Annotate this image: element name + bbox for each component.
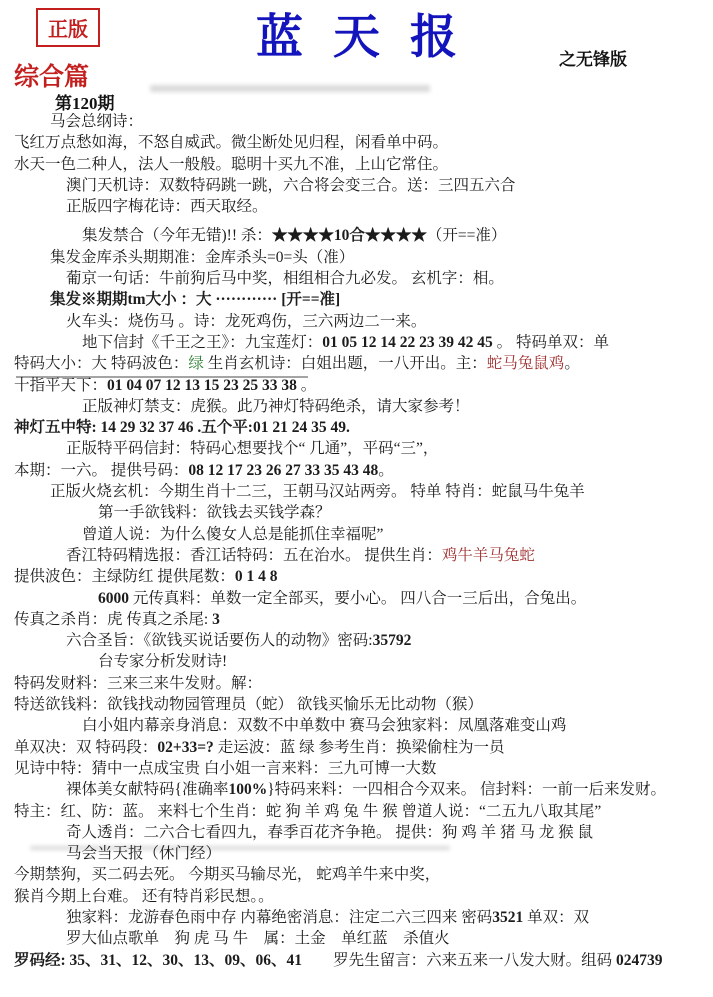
- edition-label: 之无锋版: [559, 50, 627, 69]
- text-segment: 6000: [98, 589, 129, 607]
- doc-line: [0, 694, 713, 715]
- text-segment: 罗码经:: [14, 951, 70, 969]
- section-heading: 综合篇: [14, 64, 90, 91]
- text-segment: 猴肖今期上台难。 还有特肖彩民想。。: [14, 887, 274, 905]
- doc-line: [0, 758, 713, 779]
- text-segment: 。: [564, 355, 580, 373]
- doc-line: [0, 609, 713, 630]
- text-segment: 曾道人说：为什么傻女人总是能抓住幸福呢”: [82, 525, 384, 543]
- text-segment: 集发金库杀头期期准：金库杀头=0=头（准）: [50, 248, 355, 266]
- text-segment: 飞红万点愁如海，不怒自威武。微尘断处见归程，闲看单中码。: [14, 134, 449, 152]
- text-segment: 100%: [228, 781, 268, 799]
- doc-line: [0, 545, 713, 566]
- doc-line: [0, 801, 713, 822]
- text-segment: 本期：一六。 提供号码：: [14, 461, 189, 479]
- text-segment: 香江特码精选报：香江话特码：五在治水。 提供生肖：: [66, 546, 442, 564]
- text-segment: 绿: [188, 355, 204, 373]
- doc-line: [0, 353, 713, 374]
- doc-line: [0, 737, 713, 758]
- doc-line: [0, 864, 713, 885]
- text-segment: 奇人透肖：二六合七看四九，春季百花齐争艳。 提供：狗 鸡 羊 猪 马 龙 猴 鼠: [66, 823, 594, 841]
- doc-line: [0, 524, 713, 545]
- authentic-badge: 正版: [36, 8, 100, 47]
- text-segment: 01 05 12 14 22 23 39 42 45: [322, 333, 493, 351]
- doc-line: [0, 566, 713, 587]
- doc-line: [0, 375, 713, 396]
- text-segment: 正版四字梅花诗：西天取经。: [66, 198, 268, 216]
- page-title: 蓝天报: [256, 12, 487, 64]
- text-segment: 第一手欲钱料：欲钱去买钱学森？: [98, 504, 331, 522]
- doc-line: [0, 779, 713, 800]
- text-segment: 特送欲钱料：欲钱找动物园管理员（蛇） 欲钱买愉乐无比动物（猴）: [14, 696, 483, 714]
- doc-line: [0, 175, 713, 196]
- doc-line: [0, 822, 713, 843]
- text-segment: 。 特码单双：单: [492, 333, 610, 351]
- text-segment: 3521: [492, 908, 524, 926]
- doc-line: [0, 225, 713, 246]
- text-segment: 十指平天下：: [14, 376, 108, 394]
- text-segment: ★★★★10合★★★★: [271, 227, 427, 245]
- doc-line: [0, 950, 713, 971]
- text-segment: 见诗中特：猜中一点成宝贵 白小姐一言来料：三九可博一大数: [14, 759, 437, 777]
- text-segment: 澳门天机诗：双数特码跳一跳，六合将会变三合。送：三四五六合: [66, 176, 516, 194]
- text-segment: 单双决：双 特码段：: [14, 738, 158, 756]
- text-segment: 生肖玄机诗：白姐出题，一八开出。主：: [203, 355, 487, 373]
- text-segment: 台专家分析发财诗!: [98, 653, 228, 671]
- text-segment: 35、31、12、30、13、09、06、41: [69, 951, 303, 969]
- issue-number: 第120期: [55, 94, 115, 113]
- doc-line: [0, 154, 713, 175]
- doc-line: [0, 417, 713, 438]
- text-segment: 地下信封《千王之王》：九宝莲灯：: [82, 333, 323, 351]
- doc-line: [0, 843, 713, 864]
- text-segment: 特码发财料：三来三来牛发财。解：: [14, 674, 263, 692]
- text-segment: 3: [212, 610, 220, 628]
- scan-artifact: [150, 85, 430, 92]
- text-segment: 02+33=?: [157, 738, 214, 756]
- doc-line: [0, 111, 713, 132]
- text-segment: 35792: [372, 632, 412, 650]
- text-segment: 罗先生留言：六来五来一八发大财。组码: [302, 951, 616, 969]
- text-segment: 0 1 4 8: [234, 568, 278, 586]
- text-segment: 鸡牛羊马兔蛇: [441, 546, 535, 564]
- text-segment: 罗大仙点歌单 狗 虎 马 牛 属：土金 单红蓝 杀值火: [66, 930, 450, 948]
- doc-line: [0, 196, 713, 217]
- doc-line: [0, 715, 713, 736]
- doc-line: [0, 928, 713, 949]
- text-segment: 正版神灯禁支：虎猴。此乃神灯特码绝杀，请大家参考！: [82, 397, 470, 415]
- text-segment: 01 04 07 12 13 15 23 25 33 38: [107, 376, 297, 394]
- text-segment: 。: [378, 461, 394, 479]
- doc-line: [0, 907, 713, 928]
- text-segment: }特码来料：一四相合今双来。 信封料：一前一后来发财。: [267, 781, 667, 799]
- text-segment: 元传真料：单数一定全部买，要小心。 四八合一三后出，合兔出。: [129, 589, 587, 607]
- text-segment: 裸体美女献特码{准确率: [66, 781, 229, 799]
- doc-line: [0, 651, 713, 672]
- text-segment: 马会当天报（休门经）: [66, 845, 222, 863]
- text-segment: 。: [296, 376, 317, 394]
- text-segment: 提供波色：主绿防红 提供尾数：: [14, 568, 235, 586]
- doc-line: [0, 332, 713, 353]
- text-segment: 集发※期期tm大小 ：大 ············ [开==准]: [50, 291, 341, 309]
- text-segment: 蛇马兔鼠鸡: [486, 355, 565, 373]
- doc-line: [0, 886, 713, 907]
- text-segment: 单双：双: [523, 908, 590, 926]
- doc-line: [0, 311, 713, 332]
- text-segment: 葡京一句话：牛前狗后马中奖，相组相合九必发。 玄机字：相。: [66, 270, 504, 288]
- doc-line: [0, 630, 713, 651]
- text-segment: 特码大小：大 特码波色：: [14, 355, 189, 373]
- text-segment: 独家料：龙游春色雨中存 内幕绝密消息：注定二六三四来 密码: [66, 908, 493, 926]
- doc-line: [0, 502, 713, 523]
- doc-line: [0, 588, 713, 609]
- doc-line: [0, 247, 713, 268]
- text-segment: 今期禁狗，买二码去死。 今期买马输尽光， 蛇鸡羊牛来中奖，: [14, 866, 441, 884]
- text-segment: 水天一色二种人，法人一般般。聪明十买九不准，上山它常住。: [14, 155, 449, 173]
- text-segment: 火车头：烧伤马 。诗：龙死鸡伤，三六两边二一来。: [66, 312, 427, 330]
- text-segment: 正版火烧玄机：今期生肖十二三，王朝马汉站两旁。 特单 特肖：蛇鼠马牛兔羊: [50, 483, 585, 501]
- text-segment: 神灯五中特: 14 29 32 37 46 .五个平:01 21 24 35 49.: [14, 419, 350, 437]
- doc-line: [0, 268, 713, 289]
- text-segment: 特主：红、防：蓝。 来料七个生肖：蛇 狗 羊 鸡 兔 牛 猴 曾道人说：“二五九八取其尾”: [14, 802, 602, 820]
- doc-line: [0, 673, 713, 694]
- doc-line: [0, 289, 713, 310]
- doc-line: [0, 481, 713, 502]
- text-segment: 正版特平码信封：特码心想要找个“ 几通”，平码“三”，: [66, 440, 439, 458]
- text-segment: 传真之杀肖：虎 传真之杀尾:: [14, 610, 213, 628]
- doc-line: [0, 438, 713, 459]
- doc-line: [0, 460, 713, 481]
- text-segment: 白小姐内幕亲身消息：双数不中单数中 赛马会独家料：凤凰落难变山鸡: [82, 717, 567, 735]
- text-segment: 集发禁合（今年无错)!! 杀：: [82, 227, 272, 245]
- text-segment: 走运波：蓝 绿 参考生肖：换梁偷柱为一员: [213, 738, 505, 756]
- doc-line: [0, 396, 713, 417]
- text-segment: 马会总纲诗：: [50, 113, 144, 130]
- text-segment: （开==准）: [426, 227, 507, 245]
- doc-line: [0, 132, 713, 153]
- text-segment: 024739: [615, 951, 663, 969]
- text-segment: 六合圣旨：《欲钱买说话要伤人的动物》密码:: [66, 632, 373, 650]
- text-segment: 08 12 17 23 26 27 33 35 43 48: [188, 461, 379, 479]
- doc-body: [0, 111, 713, 971]
